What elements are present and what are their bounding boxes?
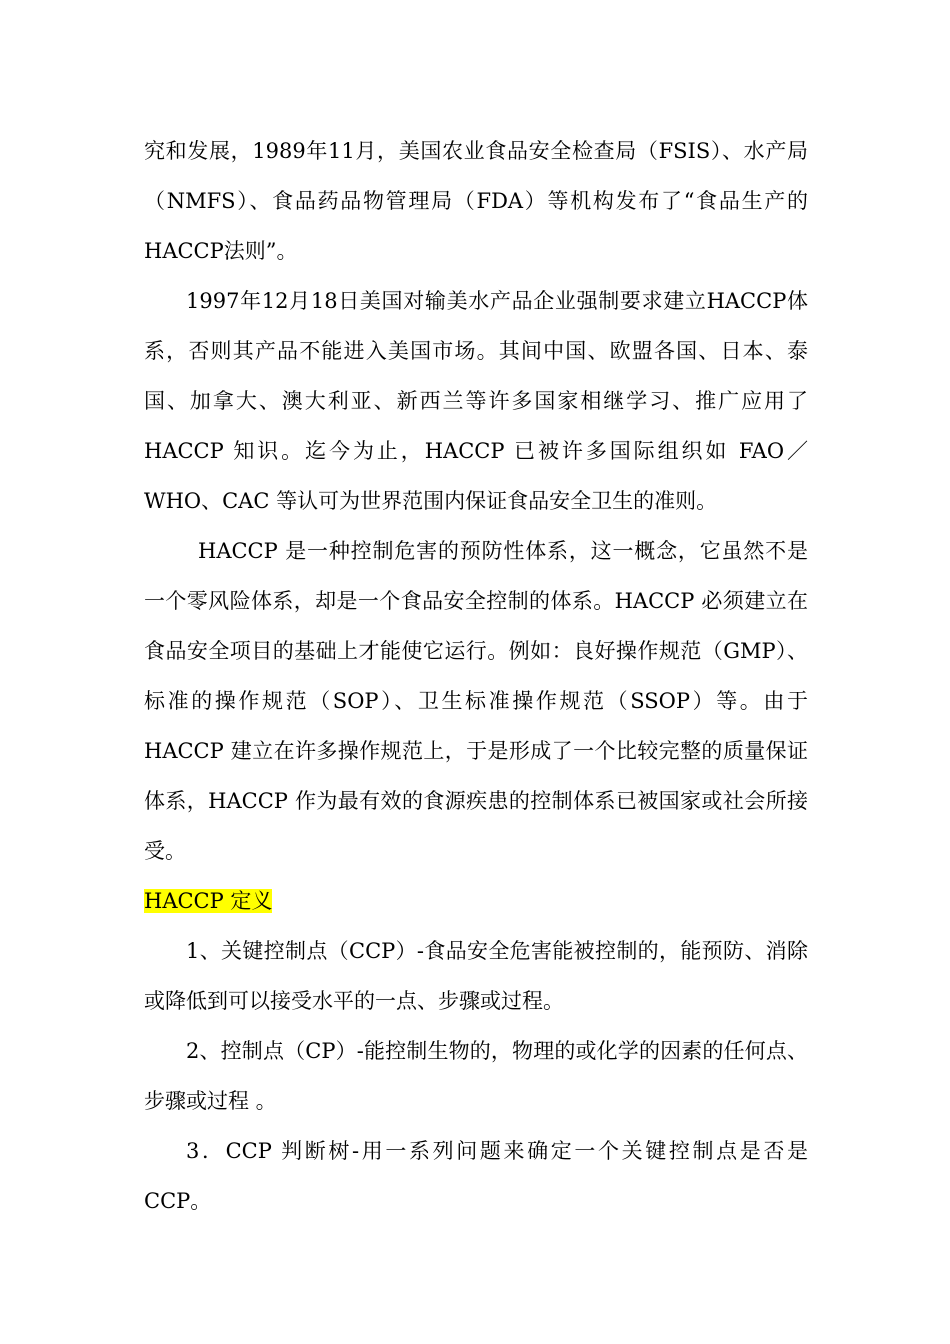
paragraph-1997-mandate: 1997年12月18日美国对输美水产品企业强制要求建立HACCP体系，否则其产品不能进入美国市场。其间中国、欧盟各国、日本、泰国、加拿大、澳大利亚、新西兰等许多国家相继学习、推广应用了 HACCP 知识。迄今为止，HACCP 已被许多国际组织如 FAO／WHO、CAC 等认可为世界范围内保证食品安全卫生的准则。: [144, 289, 808, 513]
paragraph-history-continued: 究和发展，1989年11月，美国农业食品安全检查局（FSIS）、水产局（NMFS）、食品药品物管理局（FDA）等机构发布了“食品生产的HACCP法则”。: [144, 139, 808, 263]
definition-cp: 2、控制点（CP）-能控制生物的，物理的或化学的因素的任何点、步骤或过程 。: [144, 1039, 808, 1113]
section-heading-line: [144, 876, 808, 926]
definition-ccp: 1、关键控制点（CCP）-食品安全危害能被控制的，能预防、消除或降低到可以接受水平的一点、步骤或过程。: [144, 939, 808, 1013]
section-heading-haccp-definition: HACCP 定义: [144, 889, 273, 913]
paragraph-haccp-concept: HACCP 是一种控制危害的预防性体系，这一概念，它虽然不是一个零风险体系，却是一个食品安全控制的体系。HACCP 必须建立在食品安全项目的基础上才能使它运行。例如：良好操作规范（GMP）、标准的操作规范（SOP）、卫生标准操作规范（SSOP）等。由于 HACCP 建立在许多操作规范上，于是形成了一个比较完整的质量保证体系，HACCP 作为最有效的食源疾患的控制体系已被国家或社会所接受。: [144, 539, 808, 863]
definition-ccp-decision-tree: 3．CCP 判断树-用一系列问题来确定一个关键控制点是否是 CCP。: [144, 1139, 808, 1213]
document-body: [144, 126, 808, 1226]
